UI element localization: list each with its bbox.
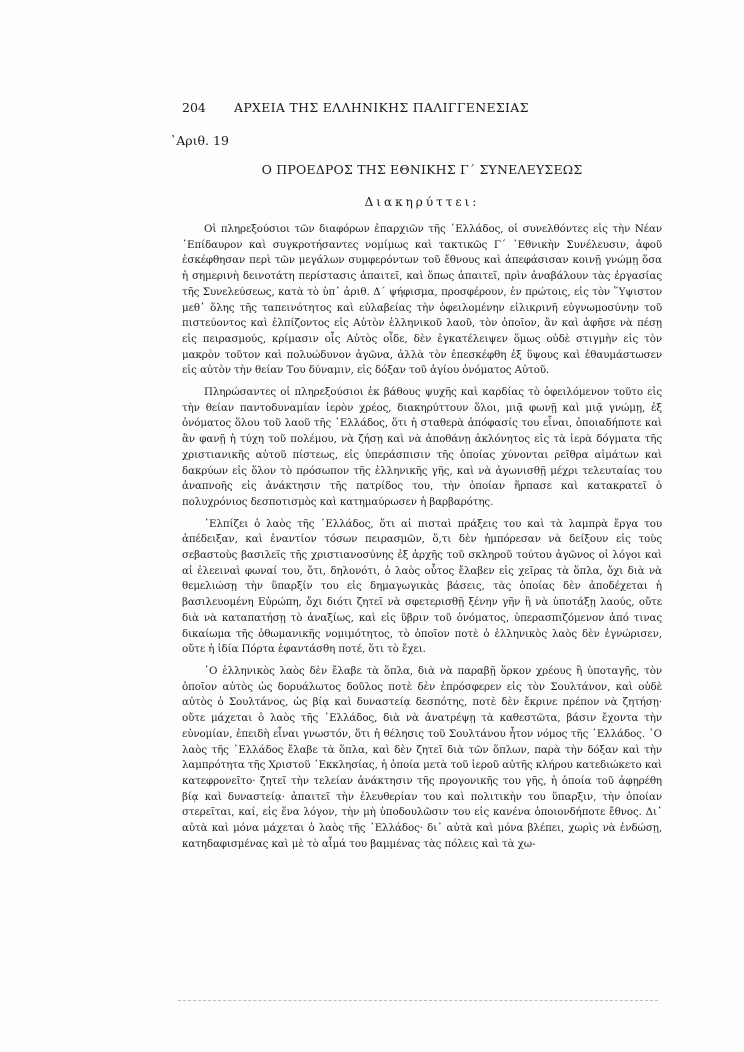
page-header (182, 100, 562, 122)
paragraph-2: Πληρώσαντες οἱ πληρεξούσιοι ἐκ βάθους ψυχῆς καὶ καρδίας τὸ ὀφειλόμενον τοῦτο εἰς τὴν θείαν παντοδυναμίαν ἱερὸν χρέος, διακηρύττουν ὅλοι, μιᾷ φωνῇ καὶ μιᾷ γνώμῃ, ἐξ ὀνόματος ὅλου τοῦ λαοῦ τῆς ῾Ελλάδος, ὅτι ἡ σταθερὰ ἀπόφασίς του εἶναι, ὁποιαδήποτε καὶ ἂν φανῇ ἡ τύχη τοῦ πολέμου, νὰ ζήσῃ καὶ νὰ ἀποθάνῃ ἀκλόνητος εἰς τὰ ἱερὰ δόγματα τῆς χριστιανικῆς αὐτοῦ πίστεως, εἰς ὑπεράσπισιν τῆς ὁποίας χύνονται ρεῖθρα αἱμάτων καὶ δακρύων εἰς ὅλον τὸ πρόσωπον τῆς ἑλληνικῆς γῆς, καὶ νὰ ἀγωνισθῇ μέχρι τελευταίας του ἀναπνοῆς εἰς ἀνάκτησιν τῆς πατρίδος του, τὴν ὁποίαν ἥρπασε καὶ κατακρατεῖ ὁ πολυχρόνιος δεσποτισμὸς καὶ κατημαύρωσεν ἡ βαρβαρότης. (182, 386, 662, 508)
paragraph-4: ῾Ο ἑλληνικὸς λαὸς δὲν ἔλαβε τὰ ὅπλα, διὰ νὰ παραβῇ ὅρκον χρέους ἢ ὑποταγῆς, τὸν ὁποῖον αὐτὸς ὡς δορυάλωτος δοῦλος ποτὲ δὲν ἐπρόσφερεν εἰς τὸν Σουλτάνον, καὶ οὐδὲ αὐτὸς ὁ Σουλτάνος, ὡς βίᾳ καὶ δυναστείᾳ δεσπότης, ποτὲ δὲν ἔκρινε πρέπον νὰ ζητήσῃ· οὔτε μάχεται ὁ λαὸς τῆς ῾Ελλάδος, διὰ νὰ ἀνατρέψῃ τὰ καθεστῶτα, βάσιν ἔχοντα τὴν εὐνομίαν, ἐπειδὴ εἶναι γνωστόν, ὅτι ἡ θέλησις τοῦ Σουλτάνου ἦτον νόμος τῆς ῾Ελλάδος. ῾Ο λαὸς τῆς ῾Ελλάδος ἔλαβε τὰ ὅπλα, καὶ δὲν ζητεῖ διὰ τῶν ὅπλων, παρὰ τὴν δόξαν καὶ τὴν λαμπρότητα τῆς Χριστοῦ ᾿Εκκλησίας, ἡ ὁποία μετὰ τοῦ ἱεροῦ αὐτῆς κλήρου κατεδιώκετο καὶ κατεφρονεῖτο· ζητεῖ τὴν τελείαν ἀνάκτησιν τῆς προγονικῆς του γῆς, ἡ ὁποία τοῦ ἀφῃρέθη βίᾳ καὶ δυναστείᾳ· ἀπαιτεῖ τὴν ἐλευθερίαν του καὶ πολιτικὴν του ὕπαρξιν, τὴν ὁποίαν στερεῖται, καί, εἰς ἕνα λόγον, τὴν μὴ ὑποδουλῶσιν του εἰς κανένα ὁποιονδήποτε ἔθνος. Δι᾿ αὐτὰ καὶ μόνα μάχεται ὁ λαὸς τῆς ῾Ελλάδος· δι᾿ αὐτὰ καὶ μόνα βλέπει, χωρὶς νὰ ἐνδώσῃ, κατηδαφισμένας καὶ μὲ τὸ αἷμά του βαμμένας τὰς πόλεις καὶ τὰ χω- (182, 664, 662, 850)
footer-divider (178, 1000, 658, 1001)
page-number: 204 (182, 100, 206, 115)
paragraph-1: Οἱ πληρεξούσιοι τῶν διαφόρων ἐπαρχιῶν τῆς ῾Ελλάδος, οἱ συνελθόντες εἰς τὴν Νέαν ᾿Επίδαυρον καὶ συγκροτήσαντες νομίμως καὶ τακτικῶς Γ΄ ᾿Εθνικὴν Συνέλευσιν, ἀφοῦ ἐσκέφθησαν περὶ τῶν μεγάλων συμφερόντων τοῦ ἔθνους καὶ ἀπεφάσισαν κοινῇ γνώμῃ ὅσα ἡ σημερινὴ δεινοτάτη περίστασις ἀπαιτεῖ, καὶ ὅπως ἀπαιτεῖ, πρὶν ἀναβάλουν τὰς ἐργασίας τῆς Συνελεύσεως, κατὰ τὸ ὑπ᾿ ἀριθ. Δ΄ ψήφισμα, προσφέρουν, ἐν πρώτοις, εἰς τὸν ῞Υψιστον μεθ᾿ ὅλης τῆς ταπεινότητος καὶ εὐλαβείας τὴν ὀφειλομένην εἰλικρινῆ εὐγνωμοσύνην τοῦ πιστεύοντος καὶ ἐλπίζοντος εἰς Αὐτὸν ἑλληνικοῦ λαοῦ, τὸν ὁποῖον, ἂν καὶ ἀφῆσε νὰ πέσῃ εἰς πειρασμούς, κρίμασιν οἷς Αὐτὸς οἶδε, δὲν ἐγκατέλειψεν ὅμως οὐδὲ στιγμὴν εἰς τὸν μακρὸν τοῦτον καὶ πολυώδυνον ἀγῶνα, ἀλλὰ τὸν ἐπεσκέφθη ἐξ ὕψους καὶ ἐθαυμάστωσεν εἰς αὐτὸν τὴν θείαν Του δύναμιν, εἰς δόξαν τοῦ ἁγίου ὀνόματος Αὐτοῦ. (182, 223, 662, 377)
decree-heading: Διακηρύττει: (364, 195, 480, 209)
running-title: ΑΡΧΕΙΑ ΤΗΣ ΕΛΛΗΝΙΚΗΣ ΠΑΛΙΓΓΕΝΕΣΙΑΣ (234, 100, 529, 115)
document-number: ᾿Αριθ. 19 (170, 133, 229, 148)
body-text (182, 222, 662, 858)
paragraph-3: ᾿Ελπίζει ὁ λαὸς τῆς ῾Ελλάδος, ὅτι αἱ πισταὶ πράξεις του καὶ τὰ λαμπρὰ ἔργα του ἀπέδειξαν, καὶ ἐναντίον τόσων πειρασμῶν, ὅ,τι δὲν ἠμπόρεσαν νὰ δείξουν εἰς τοὺς σεβαστοὺς βασιλεῖς τῆς χριστιανοσύνης ἐξ ἀρχῆς τοῦ σκληροῦ τούτου ἀγῶνος οἱ λόγοι καὶ αἱ ἐλεειναὶ φωναί του, ὅτι, δηλονότι, ὁ λαὸς οὗτος ἔλαβεν εἰς χεῖρας τὰ ὅπλα, ὄχι διὰ νὰ θεμελιώσῃ τὴν ὕπαρξίν του εἰς δημαγωγικὰς βάσεις, τὰς ὁποίας δὲν ἀποδέχεται ἡ βασιλευομένη Εὐρώπη, ὄχι διότι ζητεῖ νὰ σφετερισθῇ ξένην γῆν ἢ νὰ ὑποτάξῃ λαούς, οὔτε διὰ νὰ καταπατήσῃ τὸ ἀναξίως, καὶ εἰς ὕβριν τοῦ ὀνόματος, ὑπερασπιζόμενον ἀπό τινας δικαίωμα τῆς ὀθωμανικῆς νομιμότητος, τὸ ὁποῖον ποτὲ ὁ ἑλληνικὸς λαὸς δὲν ἐγνώρισεν, οὔτε ἡ ἰδία Πόρτα ἐφαντάσθη ποτέ, ὅτι τὸ ἔχει. (182, 517, 662, 656)
document-title: Ο ΠΡΟΕΔΡΟΣ ΤΗΣ ΕΘΝΙΚΗΣ Γ΄ ΣΥΝΕΛΕΥΣΕΩΣ (261, 162, 583, 177)
